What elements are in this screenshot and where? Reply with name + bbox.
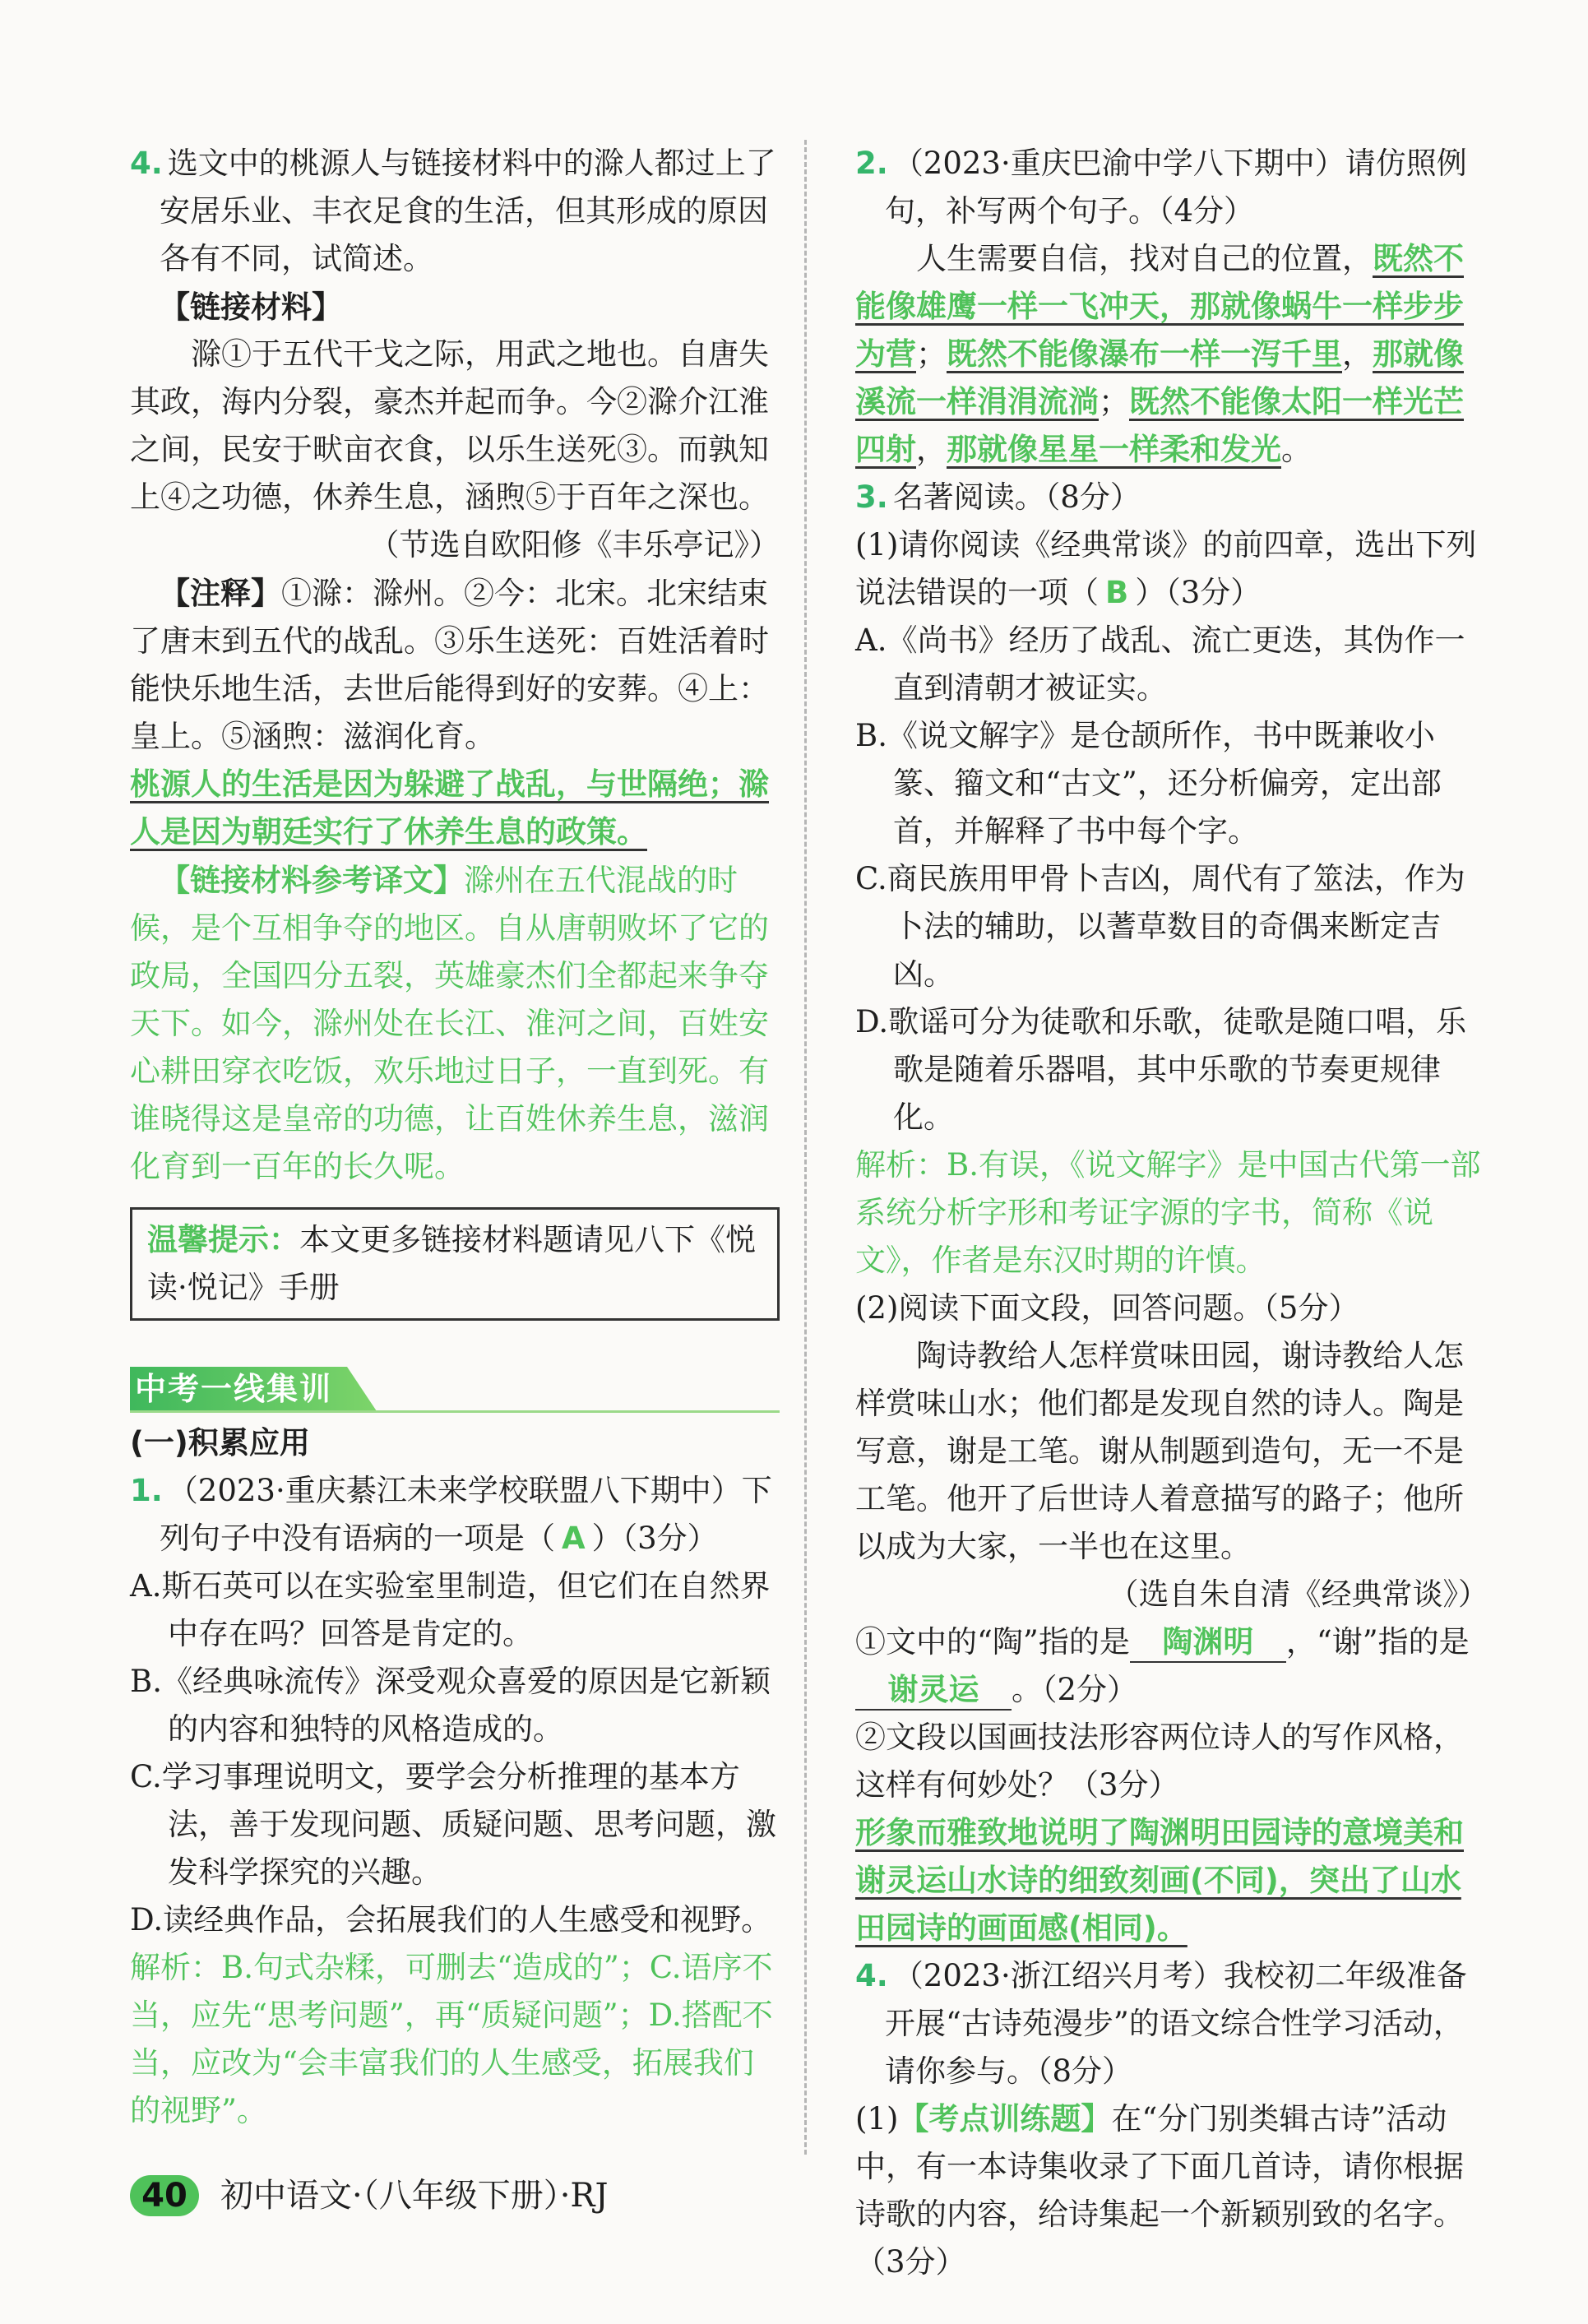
q3-part1: (1)请你阅读《经典常谈》的前四章，选出下列说法错误的一项（ B ）（3分）	[855, 527, 1477, 610]
banner-title: 中考一线集训	[135, 1371, 333, 1407]
page-number: 40	[130, 2175, 199, 2216]
q2-body: 人生需要自信，找对自己的位置，既然不能像雄鹰一样一飞冲天，那就像蜗牛一样步步为营；既然不能像瀑布一样一泻千里，那就像溪流一样涓涓流淌；既然不能像太阳一样光芒四射，那就像星星一样柔和发光。	[855, 241, 1464, 467]
q3-sub-a-answer-2: 谢灵运	[855, 1671, 1012, 1711]
note-text: ①滁：滁州。②今：北宋。北宋结束了唐末到五代的战乱。③乐生送死：百姓活着时能快乐地生活，去世后能得到好的安葬。④上：皇上。⑤涵煦：滋润化育。	[130, 576, 769, 754]
q4-part1: (1)【考点训练题】在“分门别类辑古诗”活动中，有一本诗集收录了下面几首诗，请你根据诗歌的内容，给诗集起一个新颖别致的名字。（3分）	[855, 2101, 1464, 2280]
q3-part1-answer: B	[1105, 575, 1129, 610]
q3-passage-source: （选自朱自清《经典常谈》）	[1108, 1576, 1488, 1612]
note-paragraph	[130, 569, 780, 761]
left-column	[130, 140, 780, 2135]
q3-part2: (2)阅读下面文段，回答问题。（5分）	[855, 1290, 1359, 1326]
tip-label: 温馨提示：	[147, 1222, 299, 1257]
q1-option-a: A.斯石英可以在实验室里制造，但它们在自然界中存在吗？回答是肯定的。	[130, 1568, 771, 1651]
q2-answer-4: 既然不能像太阳一样光芒四射	[855, 384, 1464, 467]
q3-option-d: D.歌谣可分为徒歌和乐歌，徒歌是随口唱，乐歌是随着乐器唱，其中乐歌的节奏更规律化。	[855, 1004, 1467, 1135]
translation-label: 【链接材料参考译文】	[160, 862, 464, 898]
tip-text: 本文更多链接材料题请见八下《悦读·悦记》手册	[147, 1222, 756, 1305]
section-banner	[130, 1362, 780, 1419]
q1-option-c: C.学习事理说明文，要学会分析推理的基本方法，善于发现问题、质疑问题、思考问题，激发科学探究的兴趣。	[130, 1759, 776, 1890]
answer-q4-left: 桃源人的生活是因为躲避了战乱，与世隔绝；滁人是因为朝廷实行了休养生息的政策。	[130, 766, 769, 850]
question-2: 2. （2023·重庆巴渝中学八下期中）请仿照例句，补写两个句子。（4分）	[855, 146, 1467, 229]
q2-answer-5: 那就像星星一样柔和发光	[947, 432, 1281, 467]
q3-sub-b: ②文段以国画技法形容两位诗人的写作风格，这样有何妙处？（3分）	[855, 1720, 1464, 1803]
q3-option-a: A.《尚书》经历了战乱、流亡更迭，其伪作一直到清朝才被证实。	[855, 623, 1465, 706]
q2-example: 人生需要自信，找对自己的位置，	[916, 241, 1373, 276]
translation-paragraph	[130, 856, 780, 1191]
material-title: 【链接材料】	[160, 289, 342, 325]
q3-option-c: C.商民族用甲骨卜吉凶，周代有了筮法，作为卜法的辅助，以蓍草数目的奇偶来断定吉凶。	[855, 861, 1465, 992]
question-3: 3. 名著阅读。（8分）	[855, 479, 1141, 515]
note-label: 【注释】	[160, 575, 281, 611]
material-source: （节选自欧阳修《丰乐亭记》）	[368, 527, 780, 562]
q3-sub-a-answer-1: 陶渊明	[1130, 1623, 1286, 1663]
question-1: 1. （2023·重庆綦江未来学校联盟八下期中）下列句子中没有语病的一项是（ A ）（3分）	[130, 1473, 772, 1556]
tip-box	[130, 1207, 780, 1321]
banner-line	[130, 1410, 780, 1413]
q1-option-b: B.《经典咏流传》深受观众喜爱的原因是它新颖的内容和独特的风格造成的。	[130, 1664, 771, 1747]
question-4-right: 4. （2023·浙江绍兴月考）我校初二年级准备开展“古诗苑漫步”的语文综合性学习活动，请你参与。（8分）	[855, 1958, 1467, 2089]
question-4-left: 4. 选文中的桃源人与链接材料中的滁人都过上了安居乐业、丰衣足食的生活，但其形成的原因各有不同，试简述。	[130, 146, 776, 276]
material-text: 滁①于五代干戈之际，用武之地也。自唐失其政，海内分裂，豪杰并起而争。今②滁介江淮之间，民安于畎亩衣食，以乐生送死③。而孰知上④之功德，休养生息，涵煦⑤于百年之深也。	[130, 336, 769, 515]
q3-passage: 陶诗教给人怎样赏味田园，谢诗教给人怎样赏味山水；他们都是发现自然的诗人。陶是写意，谢是工笔。谢从制题到造句，无一不是工笔。他开了后世诗人着意描写的路子；他所以成为大家，一半也在这里。	[855, 1338, 1464, 1564]
subsection-title: (一)积累应用	[130, 1425, 310, 1461]
book-title: 初中语文·（八年级下册）·RJ	[220, 2177, 609, 2215]
q3-sub-b-answer: 形象而雅致地说明了陶渊明田园诗的意境美和谢灵运山水诗的细致刻画(不同)，突出了山水田园诗的画面感(相同)。	[855, 1815, 1464, 1946]
translation-text: 滁州在五代混战的时候，是个互相争夺的地区。自从唐朝败坏了它的政局，全国四分五裂，英雄豪杰们全都起来争夺天下。如今，滁州处在长江、淮河之间，百姓安心耕田穿衣吃饭，欢乐地过日子，一直到死。有谁晓得这是皇帝的功德，让百姓休养生息，滋润化育到一百年的长久呢。	[130, 863, 769, 1184]
q3-option-b: B.《说文解字》是仓颉所作，书中既兼收小篆、籀文和“古文”，还分析偏旁，定出部首，并解释了书中每个字。	[855, 718, 1442, 849]
q2-answer-3: 那就像溪流一样涓涓流淌	[855, 336, 1464, 419]
q2-answer-1: 既然不能像雄鹰一样一飞冲天，那就像蜗牛一样步步为营	[855, 241, 1464, 372]
q4-part1-tag: 【考点训练题】	[898, 2101, 1112, 2137]
q1-analysis: 解析：B.句式杂糅，可删去“造成的”；C.语序不当，应先“思考问题”，再“质疑问题”；D.搭配不当，应改为“会丰富我们的人生感受，拓展我们的视野”。	[130, 1950, 773, 2128]
right-column	[855, 140, 1488, 2286]
q3-sub-a: ①文中的“陶”指的是 陶渊明 ，“谢”指的是谢灵运 。（2分）	[855, 1618, 1488, 1714]
q2-answer-2: 既然不能像瀑布一样一泻千里	[947, 336, 1342, 372]
page-footer	[130, 2171, 609, 2220]
q1-option-d: D.读经典作品，会拓展我们的人生感受和视野。	[130, 1902, 772, 1937]
column-divider	[804, 140, 807, 2155]
q1-answer: A	[562, 1521, 586, 1556]
q3-analysis: 解析：B.有误，《说文解字》是中国古代第一部系统分析字形和考证字源的字书，简称《说文》，作者是东汉时期的许慎。	[855, 1147, 1481, 1278]
